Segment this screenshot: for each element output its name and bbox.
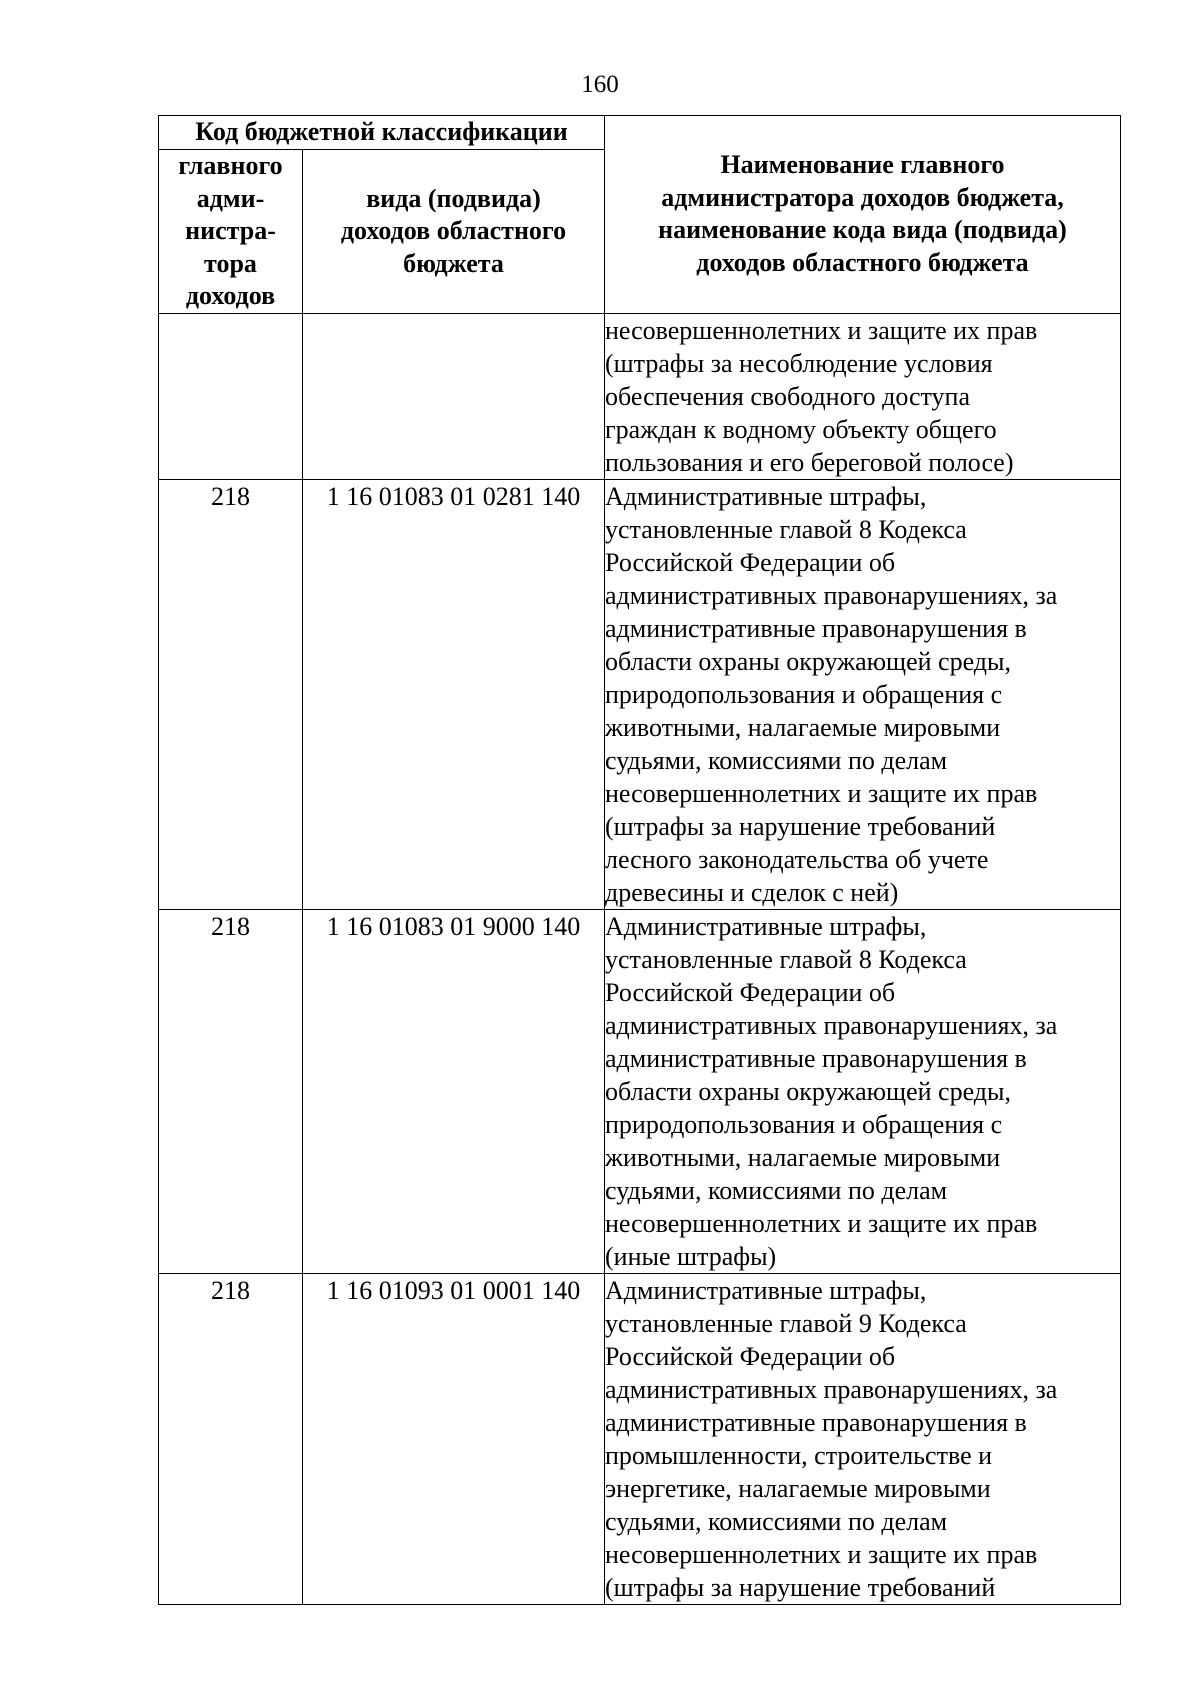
header-row-group	[159, 116, 1121, 150]
income-name-line: области охраны окружающей среды,	[605, 646, 1011, 676]
header-name-line: Наименование главного	[720, 150, 1005, 180]
income-name-line: Административные штрафы,	[605, 481, 927, 511]
header-admin-line: нистра-	[185, 216, 276, 245]
income-name-line: несовершеннолетних и защите их прав	[605, 778, 1038, 808]
income-name-line: области охраны окружающей среды,	[605, 1076, 1011, 1106]
admin-code-cell: 218	[159, 1273, 303, 1604]
income-name-cell	[605, 1273, 1121, 1604]
header-admin-line: доходов	[185, 281, 276, 310]
header-admin-line: тора	[204, 248, 257, 278]
income-name-line: Административные штрафы,	[605, 1275, 927, 1305]
income-name-line: (иные штрафы)	[605, 1241, 777, 1271]
income-kind-code-cell: 1 16 01083 01 9000 140	[303, 909, 605, 1273]
income-name-line: обеспечения свободного доступа	[605, 381, 970, 411]
income-name-line: (штрафы за нарушение требований	[605, 811, 996, 841]
income-name-line: природопользования и обращения с	[605, 679, 1003, 709]
income-name-line: установленные главой 8 Кодекса	[605, 944, 967, 974]
income-name-line: лесного законодательства об учете	[605, 844, 989, 874]
header-kind-line: вида (подвида)	[366, 183, 541, 213]
income-kind-code-cell: 1 16 01083 01 0281 140	[303, 479, 605, 909]
income-name-line: административные правонарушения в	[605, 613, 1027, 643]
income-name-line: энергетике, налагаемые мировыми	[605, 1473, 991, 1503]
header-admin-line: адми-	[196, 183, 265, 213]
income-name-line: административных правонарушениях, за	[605, 1374, 1058, 1404]
income-name-cell	[605, 909, 1121, 1273]
income-name-line: несовершеннолетних и защите их прав	[605, 1208, 1038, 1238]
header-name-line: администратора доходов бюджета,	[661, 182, 1064, 212]
header-kind-column	[303, 150, 605, 314]
table-row	[159, 909, 1121, 1273]
header-kind-line: доходов областного	[340, 216, 567, 245]
header-name-column	[605, 116, 1121, 314]
income-name-line: животными, налагаемые мировыми	[605, 1142, 1001, 1172]
admin-code-cell: 218	[159, 479, 303, 909]
income-name-line: граждан к водному объекту общего	[605, 414, 997, 444]
income-name-line: Российской Федерации об	[605, 547, 896, 577]
income-name-line: промышленности, строительстве и	[605, 1440, 993, 1470]
table-row	[159, 1273, 1121, 1604]
income-name-line: административных правонарушениях, за	[605, 1010, 1058, 1040]
admin-code-cell	[159, 313, 303, 479]
income-name-line: судьями, комиссиями по делам	[605, 1506, 948, 1536]
income-kind-code-cell	[303, 313, 605, 479]
header-name-line: доходов областного бюджета	[696, 247, 1029, 277]
income-name-line: судьями, комиссиями по делам	[605, 745, 948, 775]
income-name-line: древесины и сделок с ней)	[605, 877, 899, 907]
table-row	[159, 313, 1121, 479]
header-admin-line: главного	[178, 151, 283, 180]
budget-classification-table	[158, 115, 1121, 1605]
income-name-line: (штрафы за нарушение требований	[605, 1572, 996, 1602]
income-name-line: Российской Федерации об	[605, 977, 896, 1007]
header-kind-line: бюджета	[403, 248, 504, 278]
income-name-line: несовершеннолетних и защите их прав	[605, 1539, 1038, 1569]
income-name-line: установленные главой 8 Кодекса	[605, 514, 967, 544]
income-name-line: установленные главой 9 Кодекса	[605, 1308, 967, 1338]
income-name-line: природопользования и обращения с	[605, 1109, 1003, 1139]
income-name-line: судьями, комиссиями по делам	[605, 1175, 948, 1205]
table-body	[159, 313, 1121, 1604]
income-kind-code-cell: 1 16 01093 01 0001 140	[303, 1273, 605, 1604]
income-name-line: административные правонарушения в	[605, 1407, 1027, 1437]
page-number: 160	[581, 71, 619, 98]
income-name-cell	[605, 313, 1121, 479]
income-name-line: несовершеннолетних и защите их прав	[605, 315, 1038, 345]
income-name-line: животными, налагаемые мировыми	[605, 712, 1001, 742]
income-name-cell	[605, 479, 1121, 909]
income-name-line: административные правонарушения в	[605, 1043, 1027, 1073]
income-name-line: Российской Федерации об	[605, 1341, 896, 1371]
header-admin-column	[159, 150, 303, 314]
header-name-line: наименование кода вида (подвида)	[658, 215, 1067, 245]
table-row	[159, 479, 1121, 909]
admin-code-cell: 218	[159, 909, 303, 1273]
income-name-line: Административные штрафы,	[605, 911, 927, 941]
income-name-line: административных правонарушениях, за	[605, 580, 1058, 610]
income-name-line: (штрафы за несоблюдение условия	[605, 348, 993, 378]
income-name-line: пользования и его береговой полосе)	[605, 447, 1014, 477]
header-budget-classification-code: Код бюджетной классификации	[159, 116, 605, 150]
